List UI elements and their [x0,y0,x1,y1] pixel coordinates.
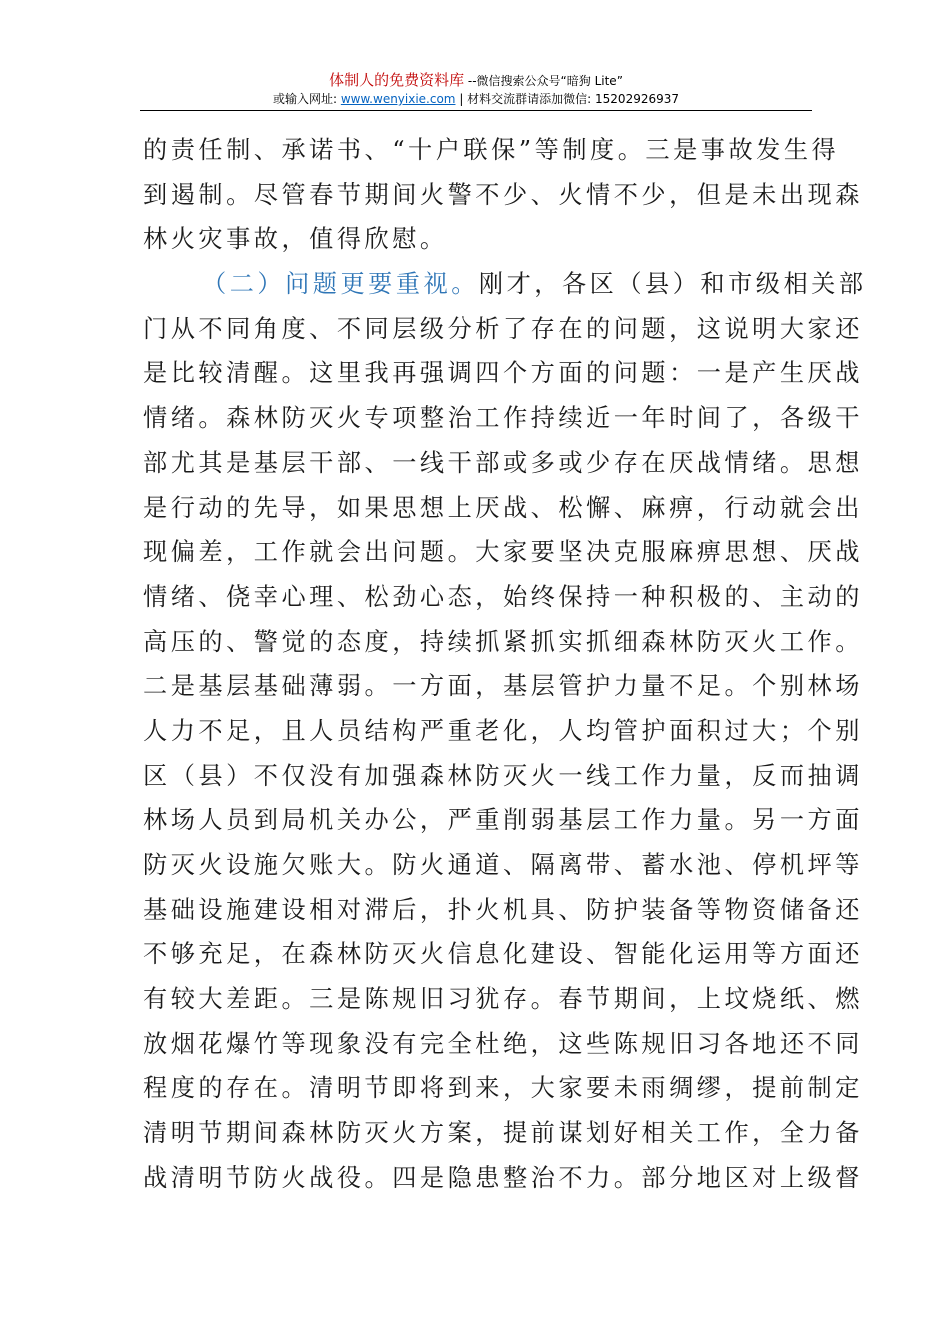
text-line: 人力不足，且人员结构严重老化，人均管护面积过大；个别 [143,716,863,745]
text-line: 放烟花爆竹等现象没有完全杜绝，这些陈规旧习各地还不同 [143,1029,863,1058]
text-line: 林场人员到局机关办公，严重削弱基层工作力量。另一方面 [143,806,863,835]
section-heading-rest: 刚才，各区（县）和市级相关部 [478,270,867,299]
document-body [143,128,867,1201]
text-line: 清明节期间森林防灭火方案，提前谋划好相关工作，全力备 [143,1119,863,1148]
text-line: 部尤其是基层干部、一线干部或多或少存在厌战情绪。思想 [143,448,863,477]
text-line: 不够充足，在森林防灭火信息化建设、智能化运用等方面还 [143,940,863,969]
text-line: 二是基层基础薄弱。一方面，基层管护力量不足。个别林场 [143,672,863,701]
text-line: 战清明节防火战役。四是隐患整治不力。部分地区对上级督 [143,1163,863,1192]
header-website-link[interactable]: www.wenyixie.com [340,92,456,106]
text-line: 防灭火设施欠账大。防火通道、隔离带、蓄水池、停机坪等 [143,851,863,879]
section-heading: （二）问题更要重视。 [202,270,479,299]
text-line: 的责任制、承诺书、“十户联保”等制度。三是事故发生得 [143,136,840,164]
text-line: 情绪。森林防灭火专项整治工作持续近一年时间了，各级干 [143,404,863,433]
text-line: 程度的存在。清明节即将到来，大家要未雨绸缪，提前制定 [143,1074,863,1103]
section-heading-line [143,262,867,307]
text-line: 情绪、侥幸心理、松劲心态，始终保持一种积极的、主动的 [143,582,863,611]
text-line: 是行动的先导，如果思想上厌战、松懈、麻痹，行动就会出 [143,493,863,522]
text-line: 是比较清醒。这里我再强调四个方面的问题：一是产生厌战 [143,359,863,388]
header-promo-line [140,72,812,89]
text-line: 基础设施建设相对滞后，扑火机具、防护装备等物资储备还 [143,895,863,924]
header-wechat-hint: --微信搜索公众号“暗狗 Lite” [464,74,623,88]
header-red-title: 体制人的免费资料库 [329,71,465,89]
text-line: 门从不同角度、不同层级分析了存在的问题，这说明大家还 [143,314,863,343]
text-line: 高压的、警觉的态度，持续抓紧抓实抓细森林防灭火工作。 [143,627,863,656]
header-url-line [140,91,812,107]
page-header [140,72,812,111]
header-url-prefix: 或输入网址: [272,92,341,106]
text-line: 现偏差，工作就会出问题。大家要坚决克服麻痹思想、厌战 [143,538,863,567]
text-line: 到遏制。尽管春节期间火警不少、火情不少，但是未出现森 [143,180,863,209]
text-line: 林火灾事故，值得欣慰。 [143,225,448,254]
header-contact-text: | 材料交流群请添加微信: 15202926937 [455,92,680,106]
text-line: 有较大差距。三是陈规旧习犹存。春节期间，上坟烧纸、燃 [143,985,863,1014]
text-line: 区（县）不仅没有加强森林防灭火一线工作力量，反而抽调 [143,761,863,790]
